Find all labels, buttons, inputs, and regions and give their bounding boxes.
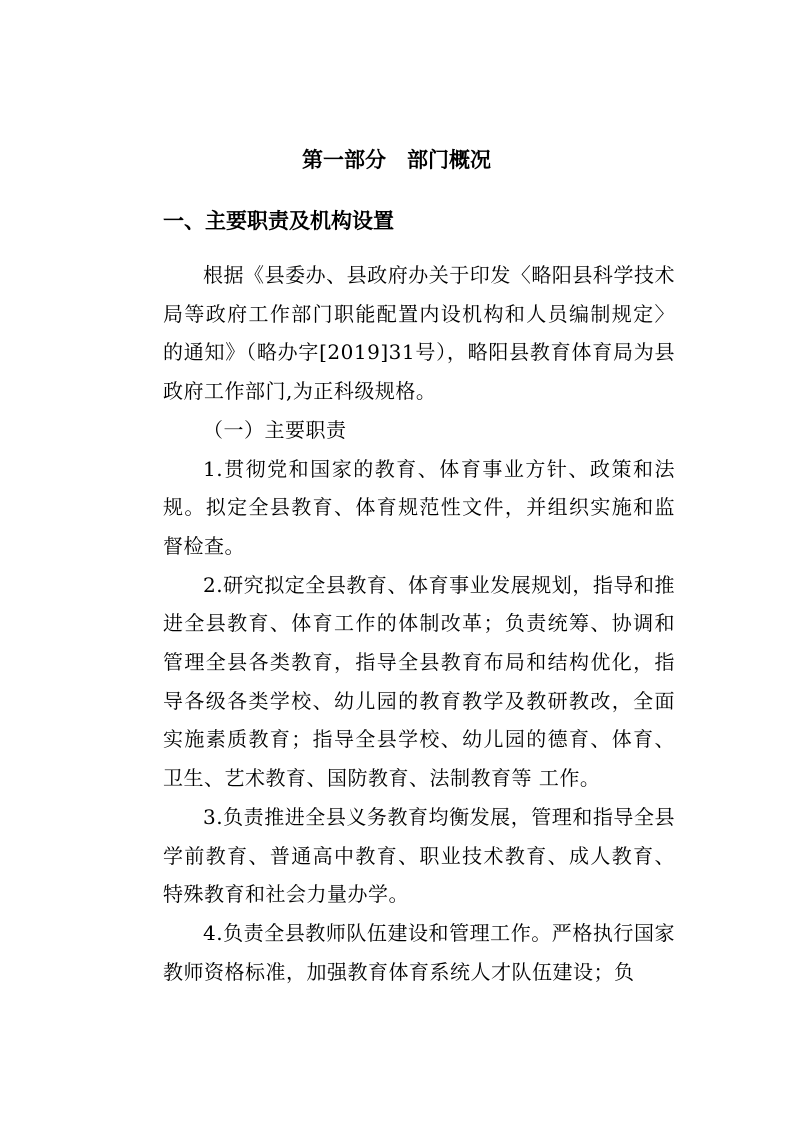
duty-item-1: 1.贯彻党和国家的教育、体育事业方针、政策和法规。拟定全县教育、体育规范性文件，并组织实施和监督检查。 bbox=[163, 456, 675, 558]
duty-item-4: 4.负责全县教师队伍建设和管理工作。严格执行国家教师资格标准，加强教育体育系统人才队伍建设；负 bbox=[163, 920, 675, 984]
page-title: 第一部分 部门概况 bbox=[302, 148, 491, 172]
document-body bbox=[163, 256, 675, 991]
intro-paragraph: 根据《县委办、县政府办关于印发〈略阳县科学技术局等政府工作部门职能配置内设机构和人员编制规定〉的通知》（略办字[2019]31号），略阳县教育体育局为县政府工作部门,为正科级规格。 bbox=[163, 263, 675, 404]
duty-item-2: 2.研究拟定全县教育、体育事业发展规划，指导和推进全县教育、体育工作的体制改革；负责统筹、协调和管理全县各类教育，指导全县教育布局和结构优化，指导各级各类学校、幼儿园的教育教学及教研教改，全面实施素质教育；指导全县学校、幼儿园的德育、体育、卫生、艺术教育、国防教育、法制教育等 工作。 bbox=[163, 572, 675, 791]
duty-item-3: 3.负责推进全县义务教育均衡发展，管理和指导全县学前教育、普通高中教育、职业技术教育、成人教育、特殊教育和社会力量办学。 bbox=[163, 804, 675, 907]
section-heading: 一、主要职责及机构设置 bbox=[163, 209, 394, 233]
subsection-heading: （一）主要职责 bbox=[203, 417, 347, 442]
